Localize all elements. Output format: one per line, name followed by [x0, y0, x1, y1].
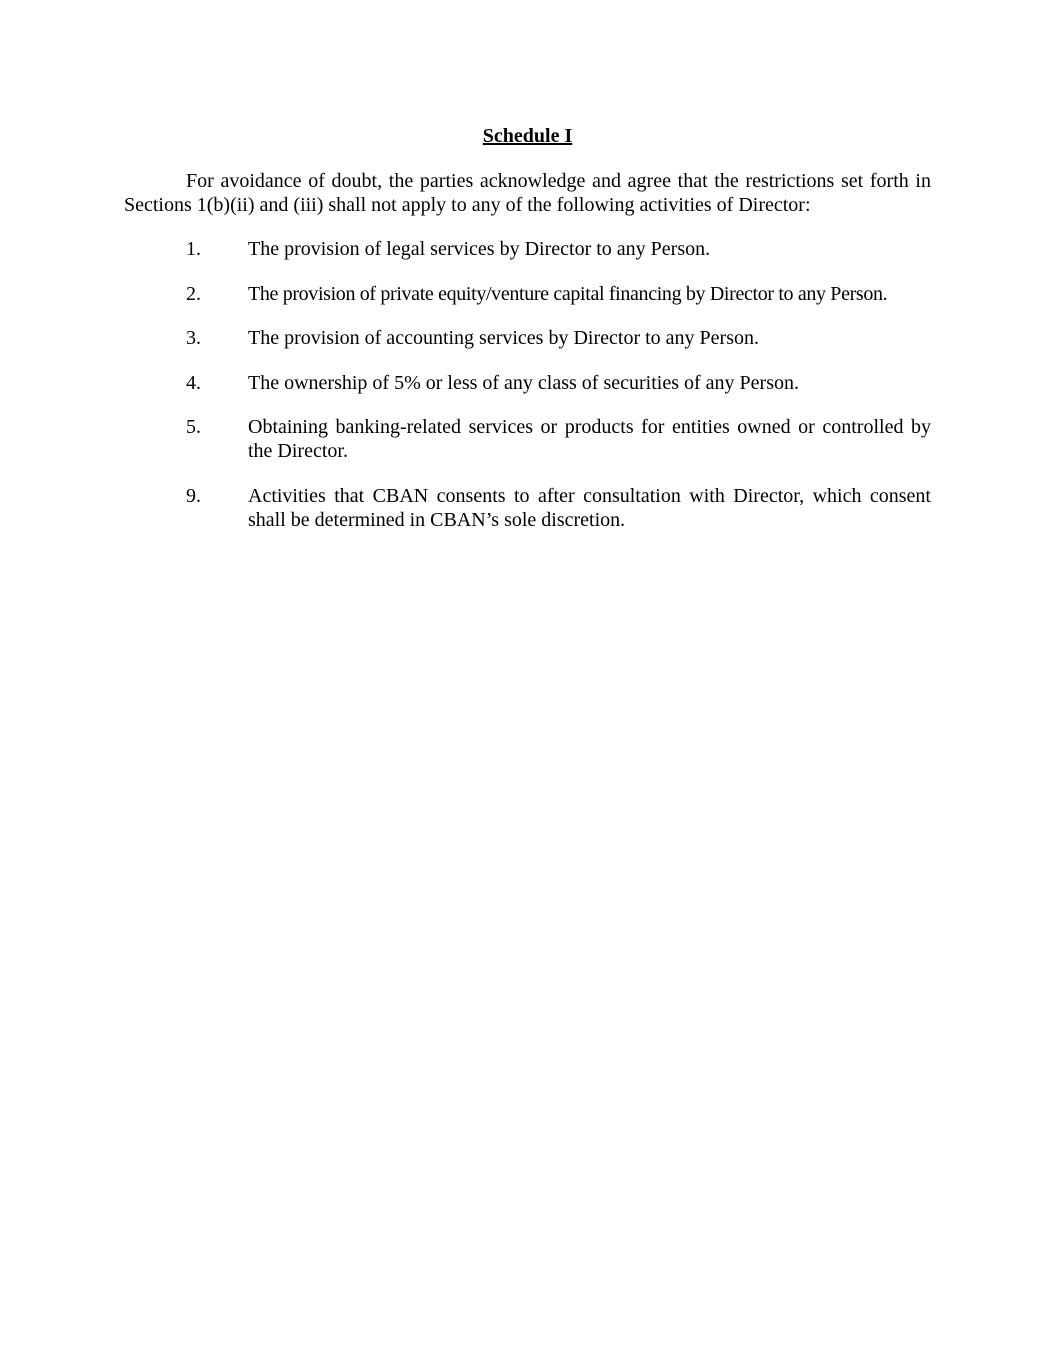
- list-item: [186, 282, 931, 306]
- activity-list: [186, 237, 931, 552]
- list-item-number: 3.: [186, 327, 201, 349]
- list-item-text: Obtaining banking-related services or products for entities owned or controlled by the Director.: [248, 416, 931, 462]
- list-item-number: 4.: [186, 371, 201, 394]
- list-item-text: The provision of legal services by Director to any Person.: [248, 238, 711, 260]
- list-item-text: The provision of accounting services by Director to any Person.: [248, 327, 759, 349]
- list-item-text: The provision of private equity/venture capital financing by Director to any Person.: [248, 282, 888, 305]
- list-item: [186, 326, 931, 350]
- list-item-number: 2.: [186, 282, 201, 305]
- list-item-number: 1.: [186, 238, 201, 260]
- list-item: [186, 415, 931, 463]
- list-item-number: 5.: [186, 416, 201, 438]
- list-item-text: The ownership of 5% or less of any class of securities of any Person.: [248, 371, 799, 394]
- list-item: [186, 237, 931, 261]
- list-item-text: Activities that CBAN consents to after consultation with Director, which consent shall be determined in CBAN’s sole discretion.: [248, 484, 931, 531]
- intro-paragraph: For avoidance of doubt, the parties acknowledge and agree that the restrictions set forth in Sections 1(b)(ii) and (iii) shall not apply to any of the following activities of Director:: [124, 170, 931, 216]
- list-item: [186, 484, 931, 532]
- list-item-number: 9.: [186, 484, 201, 507]
- schedule-title: Schedule I: [482, 125, 573, 147]
- list-item: [186, 371, 931, 395]
